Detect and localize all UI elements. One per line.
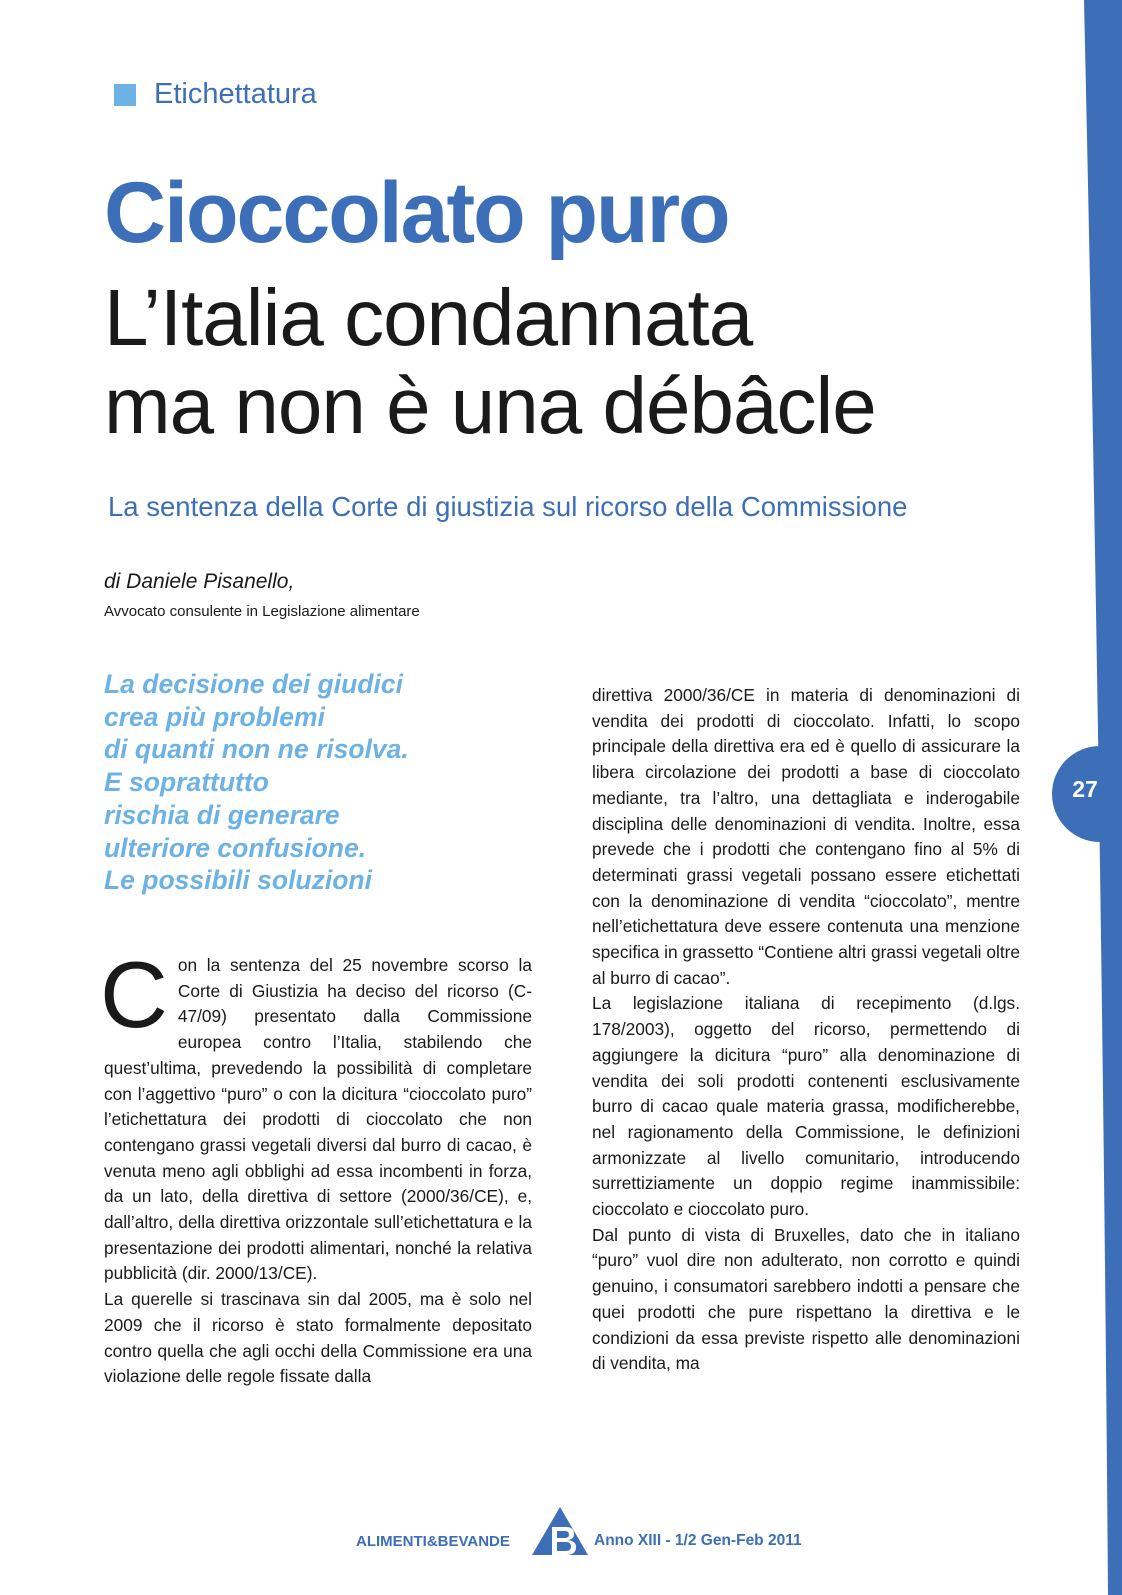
lead-line: Le possibili soluzioni: [104, 865, 372, 896]
drop-cap: C: [100, 942, 168, 1047]
body-paragraph: Dal punto di vista di Bruxelles, dato che in italiano “puro” vuol dire non adulterato, non corrotto e quindi genuino, i consumatori sarebbero indotti a pensare che quei prodotti che pure rispettano la direttiva e le condizioni da essa previste rispetto alle denominazioni di vendita, ma: [592, 1224, 1020, 1374]
body-column-right: [592, 683, 1020, 1377]
title-line-2: L’Italia condannata: [104, 273, 753, 362]
section-header: [114, 78, 317, 111]
body-paragraph: La legislazione italiana di recepimento (d.lgs. 178/2003), oggetto del ricorso, permettendo di aggiungere la dicitura “puro” alla denominazione di vendita dei soli prodotti contenenti esclusivamente burro di cacao quale materia grassa, modificherebbe, nel ragionamento della Commissione, le definizioni armonizzate al livello comunitario, introducendo surrettiziamente un doppio regime inammissibile: cioccolato e cioccolato puro.: [592, 993, 1020, 1220]
title-line-3: ma non è una débâcle: [104, 361, 876, 450]
footer-magazine-name: ALIMENTI&BEVANDE: [356, 1533, 510, 1550]
lead-line: di quanti non ne risolva.: [104, 734, 409, 765]
footer-issue: Anno XIII - 1/2 Gen-Feb 2011: [594, 1532, 802, 1549]
lead-line: ulteriore confusione.: [104, 832, 367, 863]
square-bullet-icon: [114, 84, 136, 106]
magazine-logo-icon: [530, 1505, 590, 1557]
body-paragraph: on la sentenza del 25 novembre scorso la Corte di Giustizia ha deciso del ricorso (C-47/09) presentato dalla Commissione europea contro l’Italia, stabilendo che quest’ultima, prevedendo la possibilità di completare con l’aggettivo “puro” o con la dicitura “cioccolato puro” l’etichettatura dei prodotti di cioccolato che non contengano grassi vegetali diversi dal burro di cacao, è venuta meno agli obblighi ad essa incombenti in forza, da un lato, della direttiva di settore (2000/36/CE), e, dall’altro, della direttiva orizzontale sull’etichettatura e la presentazione dei prodotti alimentari, nonché la relativa pubblicità (dir. 2000/13/CE).: [104, 955, 532, 1284]
body-paragraph: direttiva 2000/36/CE in materia di denominazioni di vendita dei prodotti di cioccolato. Infatti, lo scopo principale della direttiva era ed è quello di assicurare la libera circolazione dei prodotti a base di cioccolato mediante, tra l’altro, una dettagliata e inderogabile disciplina delle denominazioni di vendita. Inoltre, essa prevede che i prodotti che contengano fino al 5% di determinati grassi vegetali possano essere etichettati con la denominazione di vendita “cioccolato”, mentre nell’etichettatura deve essere contenuta una menzione specifica in grassetto “Contiene altri grassi vegetali oltre al burro di cacao”.: [592, 685, 1020, 988]
author-name: di Daniele Pisanello,: [104, 570, 295, 593]
lead-line: crea più problemi: [104, 701, 325, 732]
page-number: 27: [1072, 776, 1098, 802]
author-role: Avvocato consulente in Legislazione alimentare: [104, 603, 420, 620]
title-main: Cioccolato puro: [104, 165, 729, 261]
lead-line: La decisione dei giudici: [104, 669, 403, 699]
lead-line: E soprattutto: [104, 767, 269, 798]
title-secondary: [104, 274, 876, 450]
body-column-left: [100, 942, 532, 1390]
section-label: Etichettatura: [154, 78, 317, 110]
subtitle: La sentenza della Corte di giustizia sul ricorso della Commissione: [108, 491, 908, 522]
lead-line: rischia di generare: [104, 799, 340, 830]
lead-text: [104, 668, 544, 897]
body-paragraph: La querelle si trascinava sin dal 2005, ma è solo nel 2009 che il ricorso è stato formalmente depositato contro quella che agli occhi della Commissione era una violazione delle regole fissate dalla: [104, 1289, 532, 1387]
